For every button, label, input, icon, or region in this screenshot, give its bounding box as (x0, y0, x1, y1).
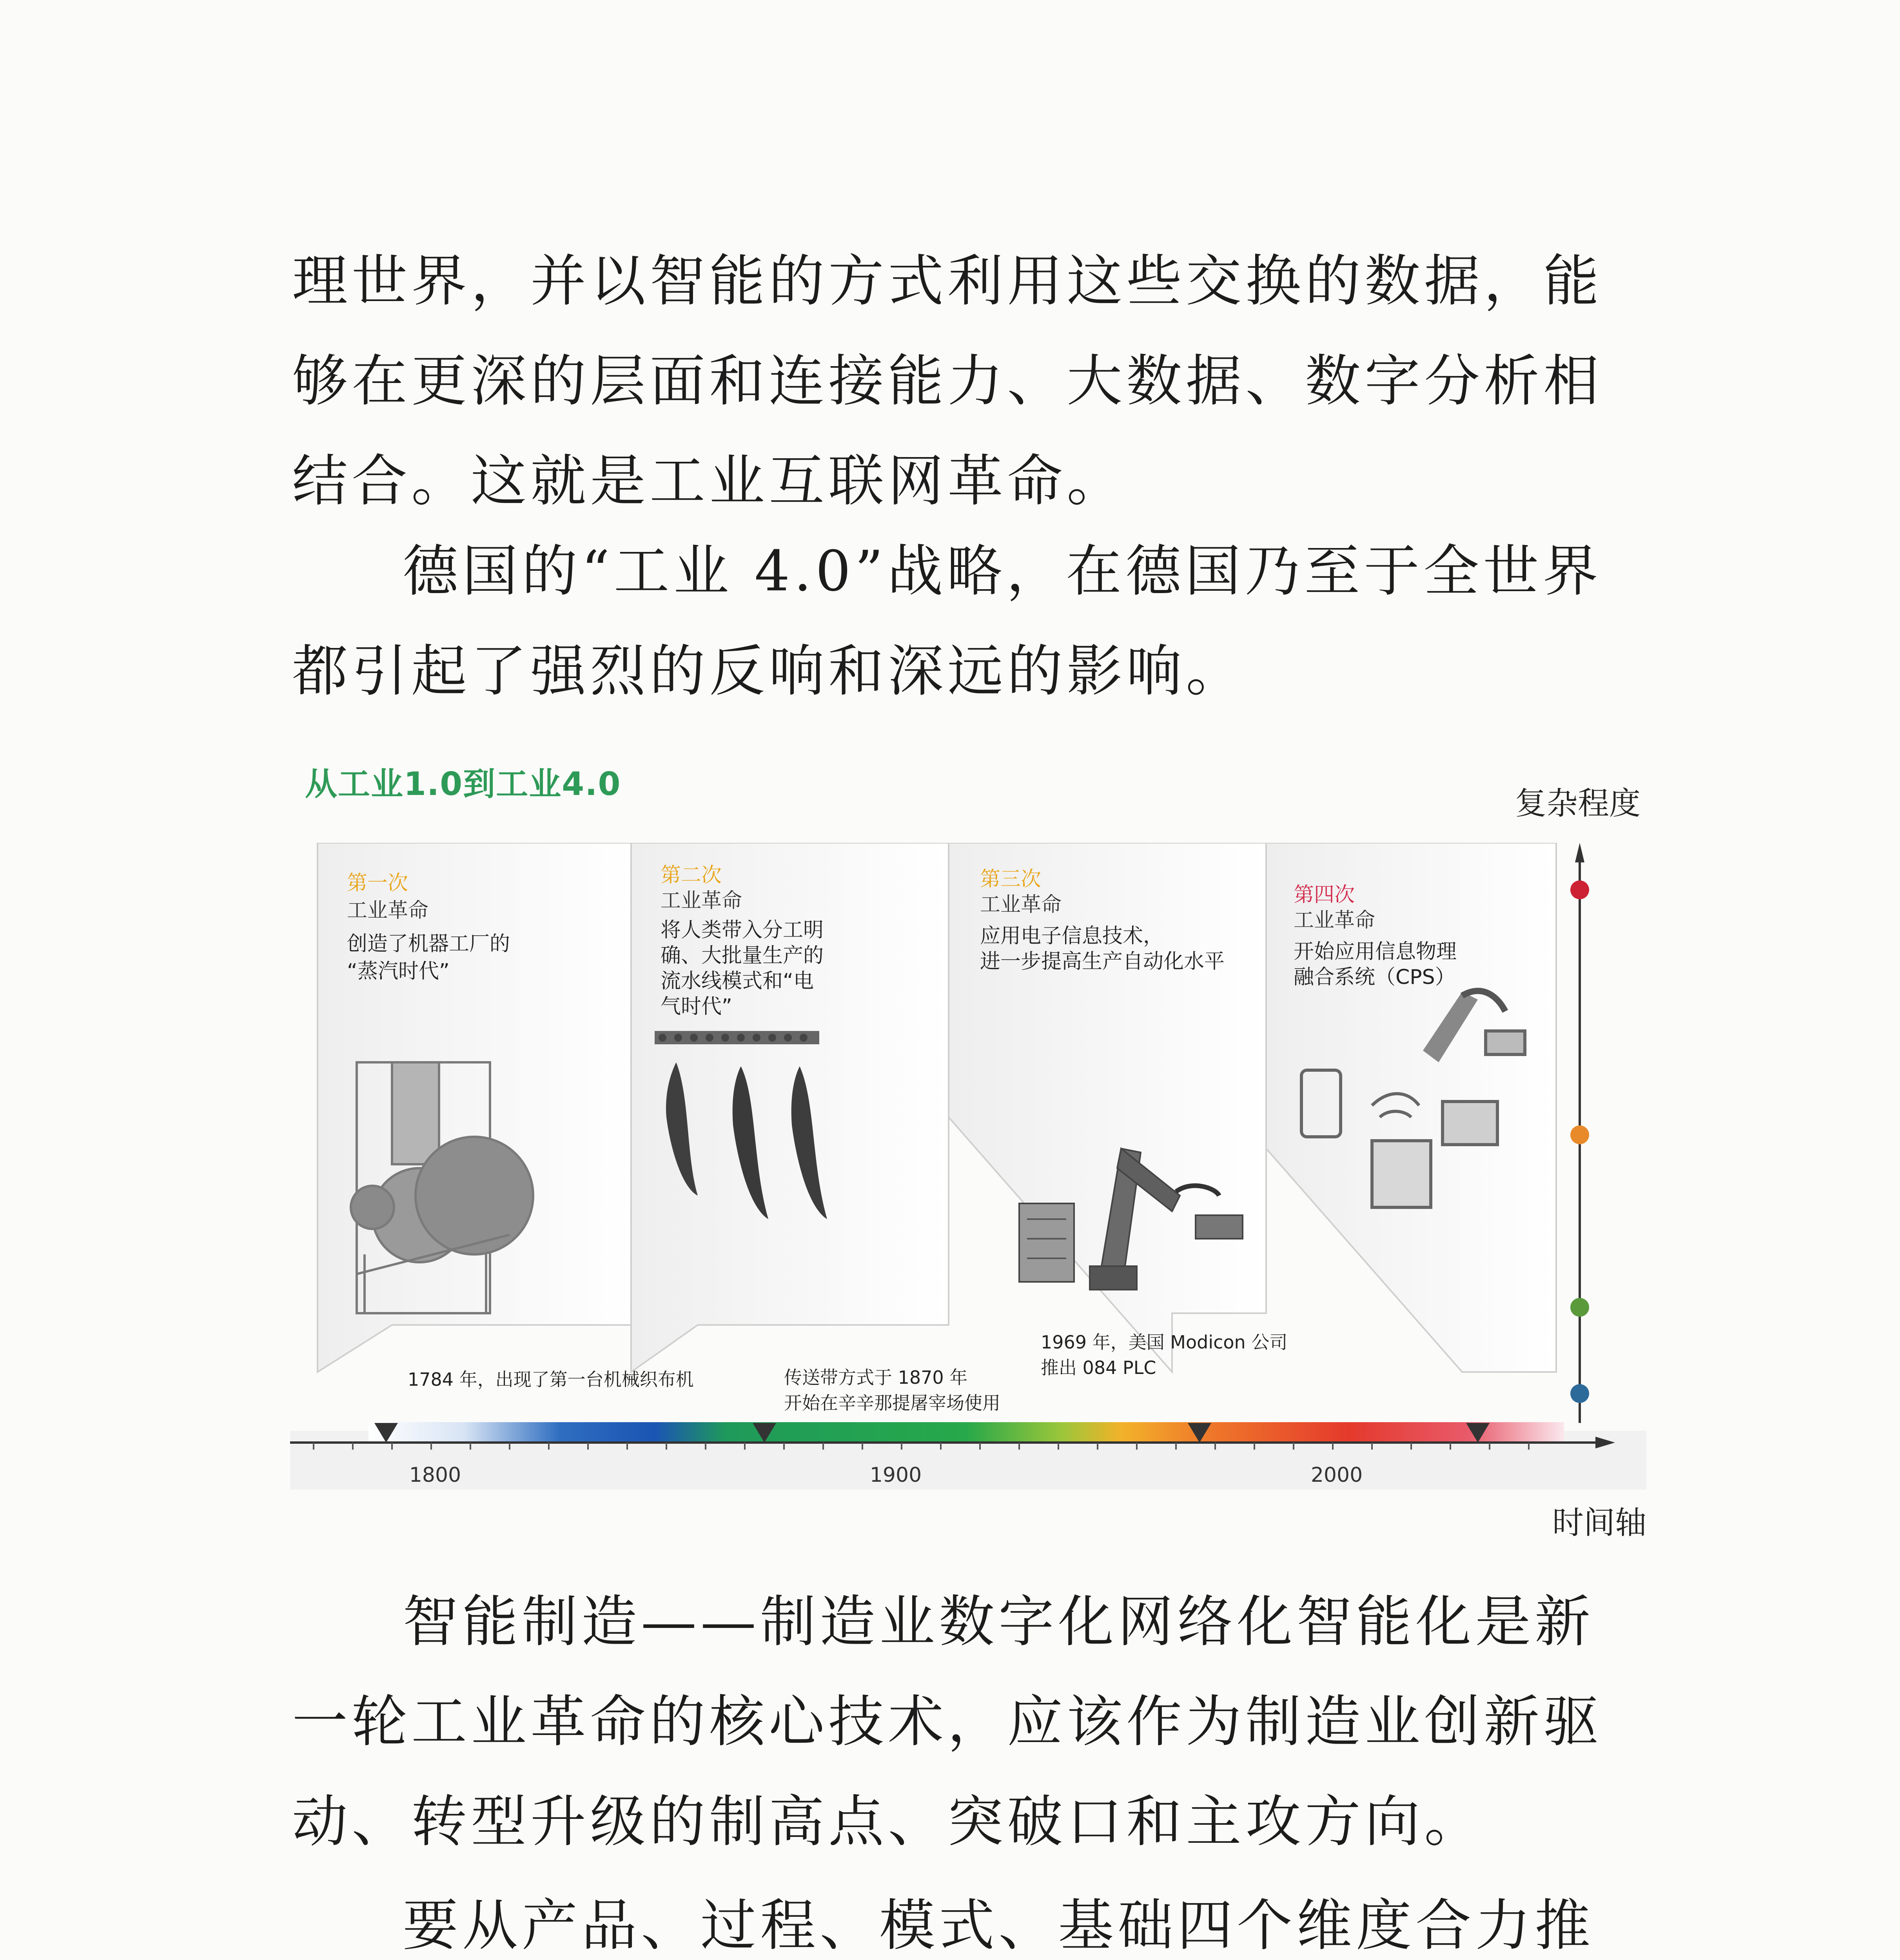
stage-2-desc-line: 气时代” (661, 995, 732, 1018)
complexity-dot (1570, 1384, 1589, 1403)
complexity-dot (1570, 880, 1589, 899)
stage-1-name: 工业革命 (347, 899, 429, 922)
paragraph-industry-4-strategy: 德国的“工业 4.0”战略，在德国乃至于全世界都引起了强烈的反响和深远的影响。 (292, 539, 1602, 704)
event-1969-caption-line: 1969 年，美国 Modicon 公司 (1041, 1332, 1288, 1353)
stage-3-name: 工业革命 (980, 893, 1062, 916)
tick-label-1900: 1900 (869, 1463, 922, 1487)
stage-4-name: 工业革命 (1294, 909, 1376, 932)
time-axis-label: 时间轴 (1552, 1504, 1646, 1541)
complexity-axis-arrow-icon (1575, 843, 1584, 862)
stage-2-desc-line: 流水线模式和“电 (661, 969, 814, 993)
stage-3-desc-line: 进一步提高生产自动化水平 (980, 950, 1225, 973)
stage-1-ordinal: 第一次 (347, 871, 408, 895)
tick-label-1800: 1800 (409, 1463, 461, 1487)
stage-4-ordinal: 第四次 (1294, 883, 1355, 907)
stage-1-desc-line: 创造了机器工厂的 (347, 932, 510, 956)
tick-label-2000: 2000 (1310, 1463, 1363, 1487)
event-1870-caption-line: 传送带方式于 1870 年 (784, 1367, 968, 1388)
stage-2-ordinal: 第二次 (661, 864, 722, 887)
event-1784-caption: 1784 年，出现了第一台机械织布机 (408, 1369, 694, 1390)
paragraph-smart-manufacturing: 智能制造——制造业数字化网络化智能化是新一轮工业革命的核心技术，应该作为制造业创新驱动、转型升级的制高点、突破口和主攻方向。 (292, 1590, 1603, 1854)
timeline-spectrum-bar (368, 1422, 1564, 1443)
figure-title: 从工业1.0到工业4.0 (305, 766, 621, 803)
stage-2-desc-line: 将人类带入分工明 (661, 918, 824, 942)
stage-3-ordinal: 第三次 (980, 867, 1042, 891)
complexity-dot (1570, 1298, 1589, 1317)
event-1870-caption-line: 开始在辛辛那提屠宰场使用 (784, 1392, 1000, 1414)
complexity-dot (1570, 1125, 1589, 1144)
stage-1-desc-line: “蒸汽时代” (347, 960, 450, 983)
stage-4-desc-line: 开始应用信息物理 (1294, 940, 1457, 964)
complexity-axis-label: 复杂程度 (1515, 785, 1640, 822)
stage-2-name: 工业革命 (661, 889, 742, 913)
stage-3-desc-line: 应用电子信息技术， (980, 924, 1164, 948)
stage-4-desc-line: 融合系统（CPS） (1294, 965, 1455, 989)
industry-revolution-timeline-figure (290, 843, 1654, 1494)
paragraph-four-dimensions: 要从产品、过程、模式、基础四个维度合力推 (403, 1893, 1594, 1958)
stage-2-desc-line: 确、大批量生产的 (661, 944, 824, 967)
stage-panel-3 (949, 843, 1266, 1372)
event-1969-caption-line: 推出 084 PLC (1041, 1357, 1156, 1378)
paragraph-industrial-internet: 理世界，并以智能的方式利用这些交换的数据，能够在更深的层面和连接能力、大数据、数字分析相结合。这就是工业互联网革命。 (292, 249, 1603, 514)
